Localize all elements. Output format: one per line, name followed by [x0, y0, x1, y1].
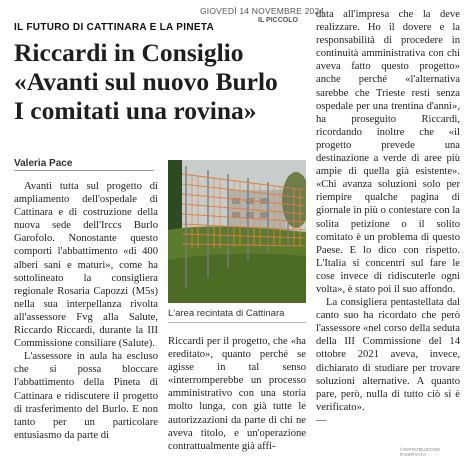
byline-divider — [14, 170, 154, 171]
article-column-3 — [316, 8, 460, 427]
headline-line-3: I comitati una rovina» — [14, 96, 257, 125]
headline — [14, 38, 314, 125]
paragraph: La consigliera pentastellata dal canto suo ha ricordato che però l'assessore «nel corso della seduta della III Commissione del 14 ottobre 2021 aveva, invece, dichiarato di studiare per trovare soluzioni alternative. A quanto pare, però, nulla di tutto ciò si è verificato». — [316, 297, 460, 413]
headline-line-2: «Avanti sul nuovo Burlo — [14, 67, 278, 96]
paragraph: Riccardi per il progetto, che «ha ereditato», quanto perché se agisse in tal senso «interromperebbe un processo amministrativo con una storia molto lunga, con già tutte le autorizzazioni da parte di chi ne aveva titolo, e un'operazione contrattualmente già affi- — [168, 336, 306, 452]
article-column-1 — [14, 180, 158, 442]
copyright-notice: ©RIPRODUZIONE RISERVATA — [400, 447, 441, 457]
paragraph: Avanti tutta sul progetto di ampliamento dell'ospedale di Cattinara e di costruzione della nuova sede dell'Irccs Burlo Garofolo. Nonostante questo comporti l'abbattimento «di 400 alberi sani e maturi», come ha sottolineato la consigliera regionale Rosaria Capozzi (M5s) nella sua interpellanza rivolta all'assessore Fvg alla Salute, Riccardo Riccardi, durante la III Commissione consiliare (Salute). — [14, 181, 158, 350]
paragraph: data all'impresa che la deve realizzare. Ho il dovere e la responsabilità di procedere in continuità amministrativa con chi aveva fatto questo progetto» anche perché «l'alternativa sarebbe che Trieste resti senza ospedale per una trentina d'anni», ha proseguito Riccardi, ricordando inoltre che «il progetto prevede una destinazione a verde di aree più ampie di quella già esistente». «Chi avanza soluzioni solo per riempire qualche pagina di giornale in più o contestare con la solita petizione o il solito comitato è un problema di questo Paese. E lo dico con rispetto. L'Italia si concentri sul fare le cose invece di ridiscuterle ogni volta», è stato poi il suo affondo. — [316, 9, 460, 295]
photo-caption: L'area recintata di Cattinara — [168, 308, 285, 319]
byline: Valeria Pace — [14, 158, 73, 169]
article-column-2 — [168, 335, 306, 453]
article-photo — [168, 160, 306, 303]
headline-line-1: Riccardi in Consiglio — [14, 38, 244, 67]
end-mark: — — [316, 414, 327, 426]
paragraph: L'assessore in aula ha escluso che si possa bloccare l'abbattimento della Pineta di Cattinara e ridiscutere il progetto di trasferimento del Burlo. E non tanto per un particolare entusiasmo da parte di — [14, 351, 158, 441]
issue-date: GIOVEDÌ 14 NOVEMBRE 2024 — [200, 6, 325, 16]
kicker: IL FUTURO DI CATTINARA E LA PINETA — [14, 22, 215, 33]
newspaper-name: IL PICCOLO — [258, 17, 298, 24]
caption-divider — [168, 322, 306, 323]
